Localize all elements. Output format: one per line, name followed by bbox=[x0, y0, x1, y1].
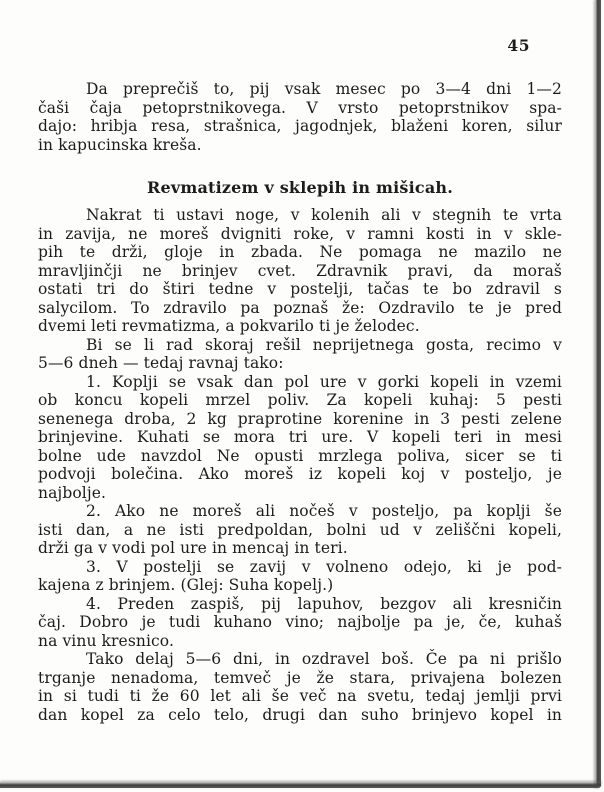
text-line: bolne ude navzdol Ne opusti mrzlega poliva, sicer se ti bbox=[38, 446, 562, 465]
text-line: in kapucinska kreša. bbox=[38, 135, 202, 154]
text-line: 1. Koplji se vsak dan pol ure v gorki kopeli in vzemi bbox=[86, 372, 562, 391]
text-line: isti dan, a ne isti predpoldan, bolni ud v zeliščni kopeli, bbox=[38, 520, 562, 539]
text-line: 5—6 dneh — tedaj ravnaj tako: bbox=[38, 354, 284, 372]
text-line: Bi se li rad skoraj rešil neprijetnega gosta, recimo v bbox=[86, 335, 562, 354]
text-line: Tako delaj 5—6 dni, in ozdravel boš. Če pa ni prišlo bbox=[86, 650, 562, 668]
page-content bbox=[38, 36, 562, 724]
text-line: mravljinčji ne brinjev cvet. Zdravnik pravi, da moraš bbox=[38, 261, 562, 280]
paragraph bbox=[38, 558, 562, 595]
text-line: brinjevine. Kuhati se mora tri ure. V kopeli teri in mesi bbox=[38, 428, 562, 446]
scan-edge-right bbox=[595, 0, 601, 788]
paragraph bbox=[38, 650, 562, 724]
page-number: 45 bbox=[507, 36, 530, 55]
page-body bbox=[38, 80, 562, 724]
text-line: 4. Preden zaspiš, pij lapuhov, bezgov ali kresničin bbox=[86, 594, 562, 613]
text-line: najbolje. bbox=[38, 483, 107, 502]
text-line: na vinu kresnico. bbox=[38, 631, 174, 650]
text-line: 2. Ako ne moreš ali nočeš v posteljo, pa koplji še bbox=[86, 502, 562, 520]
scan-edge-bottom bbox=[0, 782, 601, 788]
paragraph bbox=[38, 373, 562, 503]
text-line: in zavija, ne moreš dvigniti roke, v ramni kosti in v skle- bbox=[38, 224, 562, 243]
text-line: čaši čaja petoprstnikovega. V vrsto petoprstnikov spa- bbox=[38, 98, 562, 117]
text-line: Da preprečiš to, pij vsak mesec po 3—4 dni 1—2 bbox=[86, 80, 562, 98]
text-line: dvemi leti revmatizma, a pokvarilo ti je želodec. bbox=[38, 317, 420, 335]
text-line: trganje nenadoma, temveč je že stara, privajena bolezen bbox=[38, 668, 562, 687]
text-line: in si tudi ti že 60 let ali še več na svetu, tedaj jemlji prvi bbox=[38, 687, 562, 705]
section-heading: Revmatizem v sklepih in mišicah. bbox=[146, 178, 454, 197]
text-line: ob koncu kopeli mrzel poliv. Za kopeli kuhaj: 5 pesti bbox=[38, 391, 562, 409]
paragraph bbox=[38, 595, 562, 651]
paragraph bbox=[38, 80, 562, 154]
paragraph bbox=[38, 502, 562, 558]
text-line: ostati tri do štiri tedne v postelji, tačas te bo zdravil s bbox=[38, 280, 562, 298]
paragraph bbox=[38, 206, 562, 336]
paragraph bbox=[38, 336, 562, 373]
text-line: dajo: hribja resa, strašnica, jagodnjek, blaženi koren, silur bbox=[38, 117, 562, 135]
text-line: 3. V postelji se zavij v volneno odejo, ki je pod- bbox=[86, 557, 562, 576]
text-line: salycilom. To zdravilo pa poznaš že: Ozdravilo te je pred bbox=[38, 298, 562, 317]
text-line: drži ga v vodi pol ure in mencaj in teri. bbox=[38, 539, 348, 557]
text-line: pih te drži, gloje in zbada. Ne pomaga ne mazilo ne bbox=[38, 243, 562, 261]
text-line: Nakrat ti ustavi noge, v kolenih ali v stegnih te vrta bbox=[86, 206, 562, 224]
text-line: čaj. Dobro je tudi kuhano vino; najbolje pa je, če, kuhaš bbox=[38, 613, 562, 631]
text-line: podvoji bolečina. Ako moreš iz kopeli koj v posteljo, je bbox=[38, 465, 562, 483]
text-line: senenega droba, 2 kg praprotine korenine in 3 pesti zelene bbox=[38, 409, 562, 428]
text-line: kajena z brinjem. (Glej: Suha kopelj.) bbox=[38, 576, 334, 594]
text-line: dan kopel za celo telo, drugi dan suho brinjevo kopel in bbox=[38, 705, 562, 724]
